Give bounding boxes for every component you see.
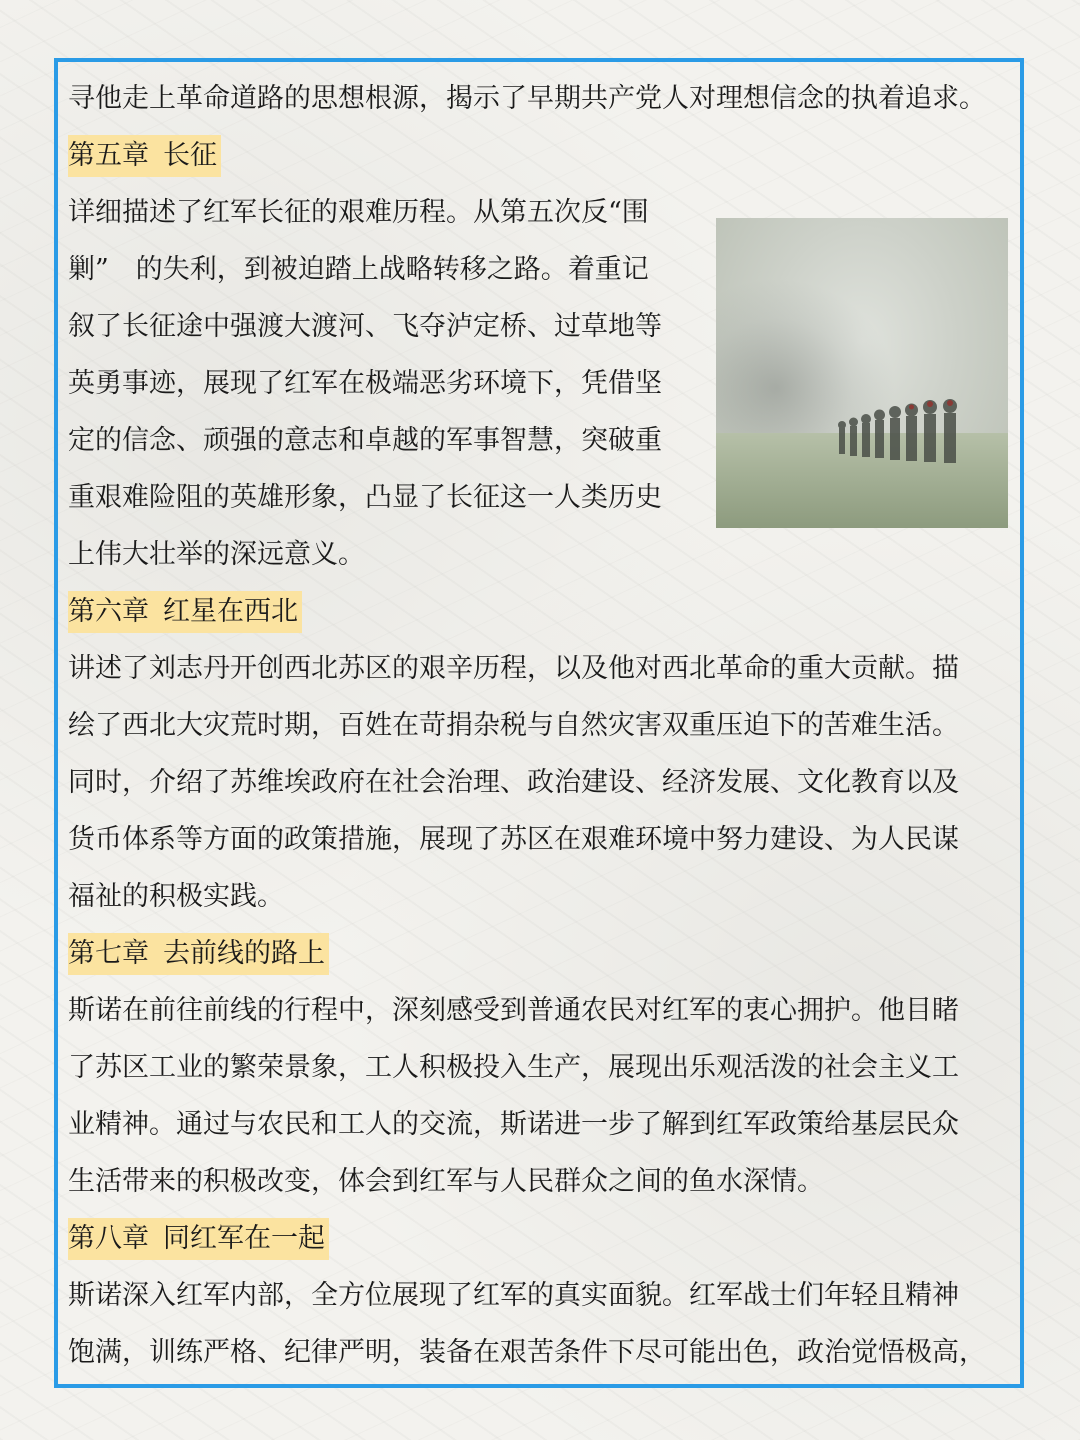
body-text: 上伟大壮举的深远意义。	[68, 539, 365, 570]
body-text: 叙了长征途中强渡大渡河、飞夺泸定桥、过草地等	[68, 311, 662, 342]
body-text: 同时，介绍了苏维埃政府在社会治理、政治建设、经济发展、文化教育以及	[68, 767, 959, 798]
text-line	[68, 355, 708, 412]
chapter-heading	[68, 925, 1018, 982]
underlined-text: 饱满，训练严格、纪律严明，装备在艰苦条件下尽可能出色，政治觉悟极高，	[68, 1337, 986, 1372]
underlined-text: 斯诺深入红军内部，全方位展现了红军的真实面貌。红军战士们年轻且精神	[68, 1280, 959, 1315]
body-text: 英勇事迹，展现了红军在极端恶劣环境下，凭借坚	[68, 368, 662, 399]
chapter-heading	[68, 1210, 1018, 1267]
chapter-number: 第六章	[68, 596, 149, 627]
text-line	[68, 298, 708, 355]
text-line	[68, 868, 1018, 925]
body-text: 货币体系等方面的政策措施，展现了苏区在艰难环境中努力建设、为人民谋	[68, 824, 959, 855]
underlined-text: 剿” 的失利，到被迫踏上战略转移之路。	[68, 254, 568, 289]
long-march-photo	[716, 218, 1008, 528]
body-text: 生活带来的积极改变，体会到红军与人民群众之间的鱼水深情。	[68, 1166, 824, 1197]
chapter-heading	[68, 127, 1018, 184]
body-text: 了苏区工业的繁荣景象，工人积极投入生产，展现出乐观活泼的社会主义工	[68, 1052, 959, 1083]
text-line	[68, 640, 1018, 697]
text-line	[68, 184, 708, 241]
text-line	[68, 697, 1018, 754]
chapter-heading	[68, 583, 1018, 640]
chapter-title-highlight	[68, 591, 302, 633]
body-text: 绘了西北大灾荒时期，百姓在苛捐杂税与自然灾害双重压迫下的苦难生活。	[68, 710, 959, 741]
chapter-name: 同红军在一起	[163, 1223, 325, 1254]
text-line	[68, 754, 1018, 811]
text-line	[68, 526, 708, 583]
text-line	[68, 811, 1018, 868]
chapter-number: 第七章	[68, 938, 149, 969]
text-line	[68, 1267, 1018, 1324]
text-line	[68, 412, 708, 469]
body-text: 定的信念、顽强的意志和卓越的军事智慧，突破重	[68, 425, 662, 456]
body-text: 重艰难险阻的英雄形象，凸显了长征这一人类历史	[68, 482, 662, 513]
text-line	[68, 469, 708, 526]
body-text: 业精神。通过与农民和工人的交流，斯诺进一步了解到红军政策给基层民众	[68, 1109, 959, 1140]
chapter-title-highlight	[68, 933, 329, 975]
chapter-name: 红星在西北	[163, 596, 298, 627]
chapter-name: 去前线的路上	[163, 938, 325, 969]
body-text: 着重记	[567, 254, 649, 285]
text-line	[68, 70, 1018, 127]
text-line	[68, 1324, 1018, 1381]
body-text: 他目睹	[878, 995, 959, 1026]
content-frame	[54, 58, 1024, 1388]
underlined-text: 讲述了刘志丹开创西北苏区的艰辛历程，以及他对西北革命的重大贡献。	[68, 653, 932, 688]
chapter-name: 长征	[163, 140, 217, 171]
chapter-title-highlight	[68, 1218, 329, 1260]
underlined-text: 寻他走上革命道路的思想根源，揭示了早期共产党人对理想信念的执着追求。	[68, 83, 986, 118]
chapter-number: 第八章	[68, 1223, 149, 1254]
underlined-text: 斯诺在前往前线的行程中，深刻感受到普通农民对红军的衷心拥护。	[68, 995, 878, 1030]
text-line	[68, 982, 1018, 1039]
text-line	[68, 1096, 1018, 1153]
body-text: 描	[932, 653, 959, 684]
chapter-title-highlight	[68, 135, 221, 177]
text-line	[68, 1153, 1018, 1210]
marching-soldiers	[834, 398, 974, 468]
chapter-number: 第五章	[68, 140, 149, 171]
text-line	[68, 1039, 1018, 1096]
underlined-text: 详细描述了红军长征的艰难历程。从第五次反“围	[68, 197, 649, 232]
text-line	[68, 241, 708, 298]
body-text: 福祉的积极实践。	[68, 881, 284, 912]
